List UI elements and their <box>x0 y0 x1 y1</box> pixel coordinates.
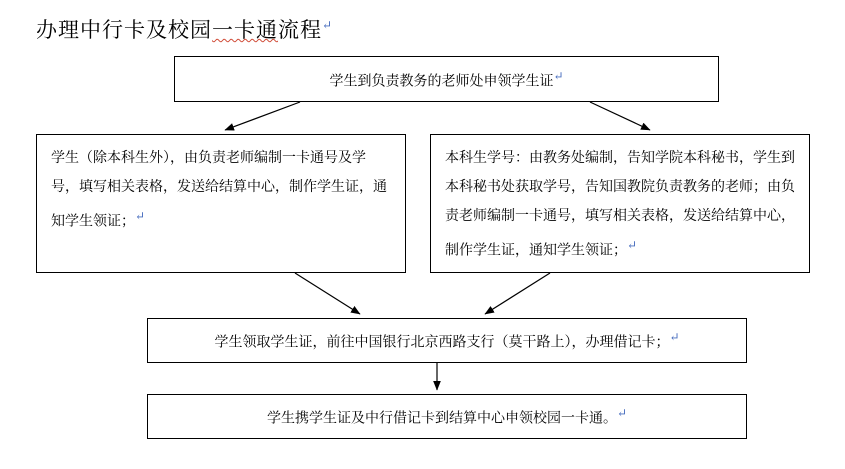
node-campus-card <box>147 394 747 439</box>
page-title-part-2: 流程 <box>278 18 322 42</box>
node-bank-card <box>147 318 747 363</box>
node-campus-card-text <box>162 399 732 434</box>
node-undergraduate-label: 本科生学号：由教务处编制，告知学院本科秘书，学生到本科秘书处获取学号，告知国教院负责教务的老师；由负责老师编制一卡通号，填写相关表格，发送给结算中心，制作学生证，通知学生领证； <box>445 151 795 259</box>
arrow-left-to-bank <box>295 273 360 314</box>
paragraph-mark-bank: ↵ <box>669 330 680 345</box>
node-apply-student-card <box>174 56 719 102</box>
node-apply-student-card-text <box>189 62 704 97</box>
paragraph-mark-right: ↵ <box>627 238 638 252</box>
node-bank-card-label: 学生领取学生证，前往中国银行北京西路支行（莫干路上），办理借记卡； <box>214 335 670 351</box>
node-apply-student-card-label: 学生到负责教务的老师处申领学生证 <box>329 74 554 90</box>
paragraph-mark-title: ↵ <box>322 18 334 32</box>
node-undergraduate <box>430 134 810 273</box>
page-title-part-1: 办理中行卡及校园 <box>36 18 212 42</box>
node-campus-card-label: 学生携学生证及中行借记卡到结算中心申领校园一卡通。 <box>266 411 617 427</box>
node-non-undergraduate <box>36 134 406 273</box>
page-title-marker: 一卡通 <box>212 18 278 42</box>
node-undergraduate-text <box>445 144 795 266</box>
node-non-undergraduate-text <box>51 144 391 237</box>
paragraph-mark-left: ↵ <box>135 209 146 223</box>
paragraph-mark-final: ↵ <box>616 406 628 421</box>
paragraph-mark-top: ↵ <box>553 68 564 83</box>
node-bank-card-text <box>162 323 732 358</box>
page-title <box>36 12 333 43</box>
arrow-top-to-left <box>225 102 300 130</box>
arrow-top-to-right <box>590 102 650 130</box>
node-non-undergraduate-label: 学生（除本科生外），由负责老师编制一卡通号及学号，填写相关表格，发送给结算中心，制作学生证，通知学生领证； <box>51 151 387 230</box>
arrow-right-to-bank <box>485 273 550 314</box>
